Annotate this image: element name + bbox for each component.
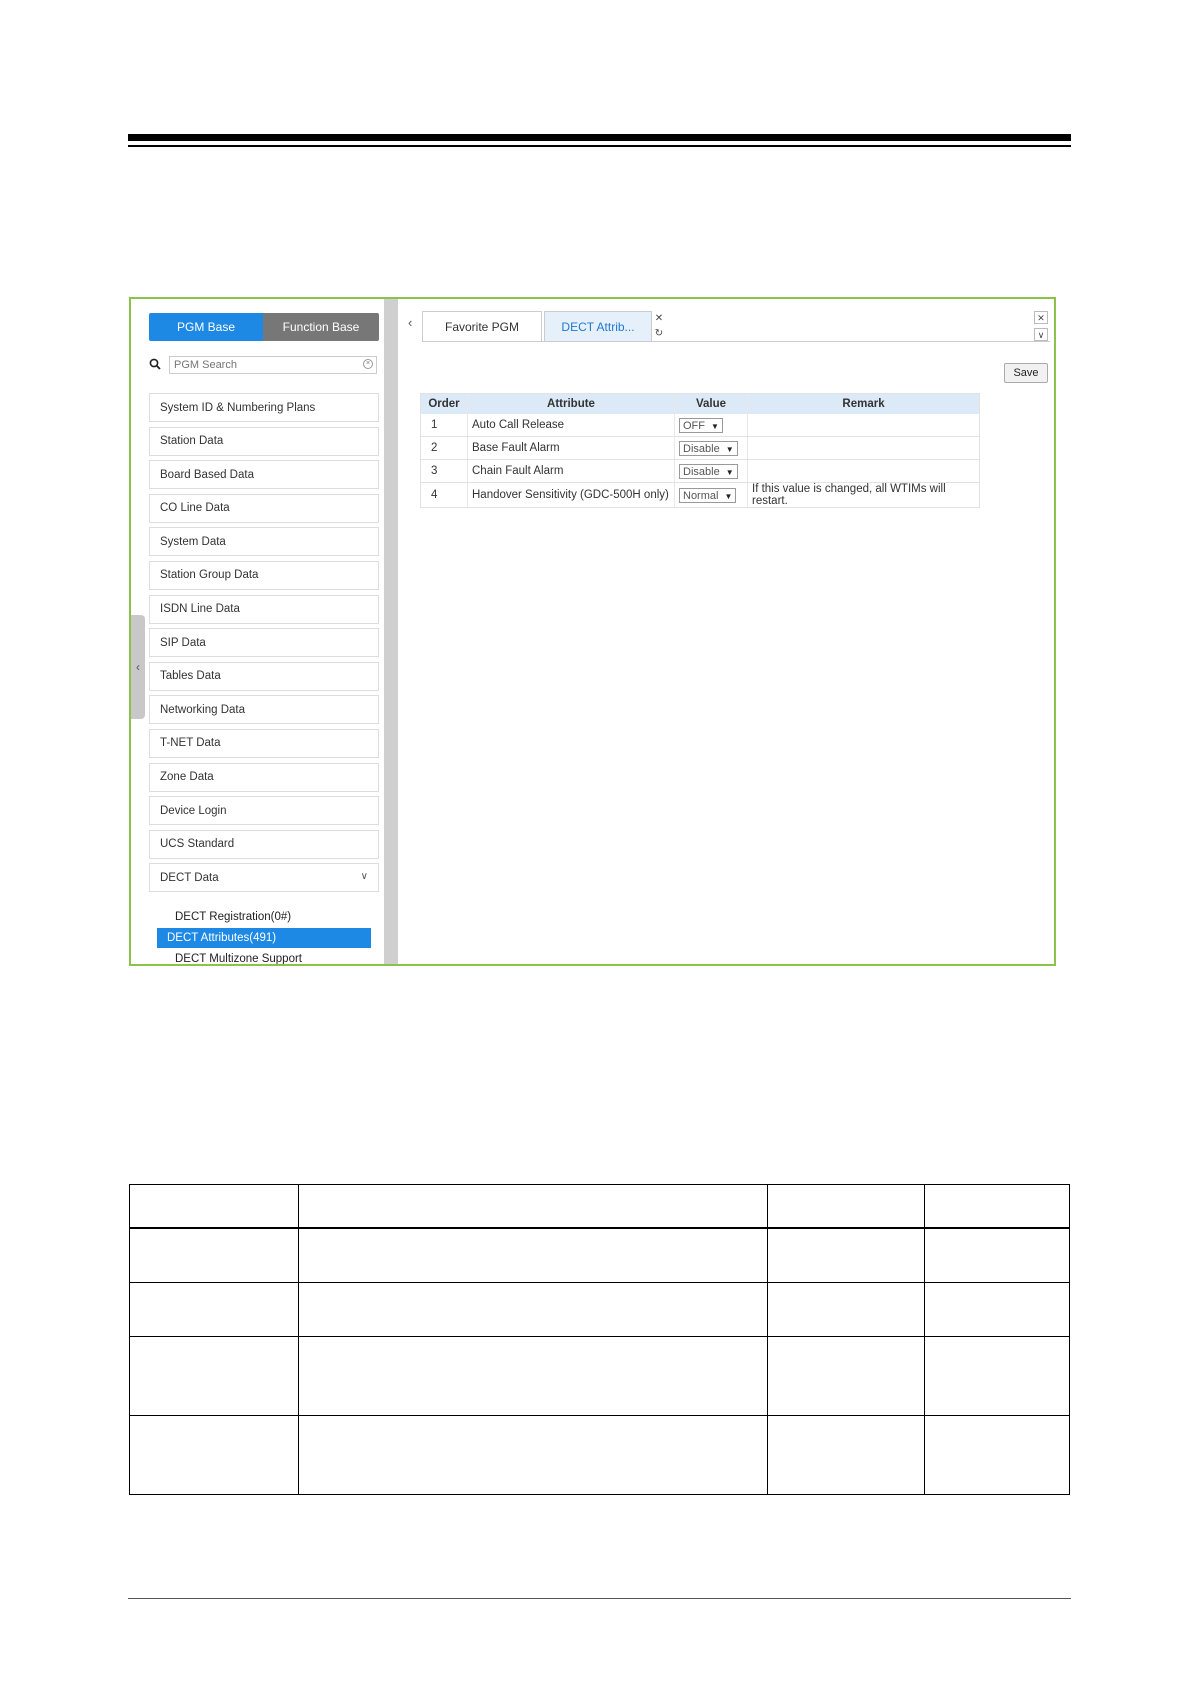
doc-table-cell <box>925 1336 1070 1415</box>
dect-submenu <box>149 897 379 966</box>
col-remark: Remark <box>748 394 980 415</box>
menu-item-station-data[interactable] <box>149 427 379 456</box>
program-tabbar <box>422 311 1050 342</box>
window-controls <box>1034 311 1050 341</box>
doc-table-cell <box>130 1336 299 1415</box>
dropdown-arrow-icon: ▼ <box>725 467 734 477</box>
menu-item-tables-data[interactable] <box>149 662 379 691</box>
menu-item-device-login[interactable] <box>149 796 379 825</box>
table-row <box>421 437 980 460</box>
menu-item-system-id[interactable] <box>149 393 379 422</box>
row-attribute: Auto Call Release <box>468 414 675 437</box>
doc-table-cell <box>925 1228 1070 1282</box>
save-button[interactable]: Save <box>1004 363 1048 383</box>
submenu-item-dect-attributes[interactable]: DECT Attributes(491) <box>157 928 371 948</box>
refresh-icon[interactable]: ↻ <box>654 328 664 339</box>
menu-item-label: Networking Data <box>160 703 246 716</box>
value-select[interactable] <box>679 464 738 479</box>
row-attribute: Handover Sensitivity (GDC-500H only) <box>468 483 675 508</box>
doc-table-header-cell <box>925 1185 1070 1229</box>
chevron-left-icon: ‹ <box>136 660 140 674</box>
doc-table-row <box>130 1415 1070 1494</box>
document-table <box>129 1184 1070 1495</box>
doc-table-row <box>130 1228 1070 1282</box>
menu-item-isdn-line-data[interactable] <box>149 595 379 624</box>
doc-table-header-cell <box>768 1185 925 1229</box>
menu-item-tnet-data[interactable] <box>149 729 379 758</box>
menu-item-dect-data[interactable] <box>149 863 379 892</box>
doc-table-cell <box>925 1282 1070 1336</box>
doc-table-cell <box>298 1282 767 1336</box>
menu-item-label: Board Based Data <box>160 468 254 481</box>
menu-item-zone-data[interactable] <box>149 763 379 792</box>
select-value: Normal <box>683 489 719 502</box>
value-select[interactable] <box>679 418 723 433</box>
header-rule-thick <box>128 134 1071 141</box>
menu-item-label: DECT Data <box>160 871 219 884</box>
doc-table-cell <box>768 1282 925 1336</box>
dropdown-arrow-icon: ▼ <box>724 491 733 501</box>
row-order: 3 <box>421 460 468 483</box>
menu-item-sip-data[interactable] <box>149 628 379 657</box>
tab-function-base[interactable]: Function Base <box>263 313 379 341</box>
base-tabs <box>149 313 379 341</box>
row-value <box>675 437 748 460</box>
menu-item-label: Station Group Data <box>160 569 259 582</box>
menu-item-board-based-data[interactable] <box>149 460 379 489</box>
menu-item-networking-data[interactable] <box>149 695 379 724</box>
menu-item-label: Tables Data <box>160 670 221 683</box>
table-row <box>421 483 980 508</box>
doc-table-row <box>130 1336 1070 1415</box>
dropdown-arrow-icon: ▼ <box>711 421 719 431</box>
value-select[interactable] <box>679 441 738 456</box>
dropdown-arrow-icon: ▼ <box>725 444 734 454</box>
row-value <box>675 483 748 508</box>
submenu-item-dect-multizone[interactable]: DECT Multizone Support <box>175 952 302 965</box>
header-rule-thin <box>128 145 1071 147</box>
row-remark <box>748 437 980 460</box>
pgm-menu <box>149 393 379 966</box>
menu-item-label: ISDN Line Data <box>160 603 240 616</box>
close-icon[interactable]: ✕ <box>1034 311 1048 324</box>
pgm-search-row <box>149 356 379 376</box>
doc-table-cell <box>130 1228 299 1282</box>
select-value: Disable <box>683 442 720 455</box>
select-value: Disable <box>683 465 720 478</box>
menu-item-label: T-NET Data <box>160 737 221 750</box>
doc-table-cell <box>130 1415 299 1494</box>
menu-item-label: UCS Standard <box>160 838 235 851</box>
submenu-item-dect-registration[interactable]: DECT Registration(0#) <box>175 910 292 923</box>
chevron-left-icon[interactable]: ‹ <box>408 315 413 330</box>
row-value <box>675 414 748 437</box>
row-remark <box>748 460 980 483</box>
col-attribute: Attribute <box>468 394 675 415</box>
doc-table-cell <box>298 1336 767 1415</box>
doc-table-row <box>130 1282 1070 1336</box>
screenshot-frame <box>129 297 1056 966</box>
select-value: OFF <box>683 419 705 432</box>
doc-table-cell <box>768 1228 925 1282</box>
doc-table-cell <box>298 1228 767 1282</box>
menu-item-label: System ID & Numbering Plans <box>160 401 316 414</box>
pgm-search-input[interactable] <box>169 356 377 374</box>
tab-dect-attributes[interactable]: DECT Attrib... <box>544 311 652 341</box>
doc-table-header-row <box>130 1185 1070 1229</box>
menu-item-station-group-data[interactable] <box>149 561 379 590</box>
table-header-row <box>421 394 980 415</box>
menu-item-system-data[interactable] <box>149 527 379 556</box>
clear-search-icon[interactable]: × <box>363 359 373 369</box>
row-value <box>675 460 748 483</box>
tab-favorite-pgm[interactable]: Favorite PGM <box>422 311 542 341</box>
doc-table-cell <box>130 1282 299 1336</box>
doc-table-header-cell <box>130 1185 299 1229</box>
close-tab-icon[interactable]: ✕ <box>654 313 664 324</box>
menu-item-label: System Data <box>160 535 226 548</box>
menu-item-label: CO Line Data <box>160 502 230 515</box>
doc-table-cell <box>925 1415 1070 1494</box>
chevron-down-icon[interactable]: ∨ <box>1034 328 1048 341</box>
row-attribute: Base Fault Alarm <box>468 437 675 460</box>
footer-rule <box>128 1598 1071 1599</box>
col-value: Value <box>675 394 748 415</box>
row-remark <box>748 414 980 437</box>
row-order: 2 <box>421 437 468 460</box>
doc-table-cell <box>768 1415 925 1494</box>
tab-controls <box>652 311 666 341</box>
menu-item-co-line-data[interactable] <box>149 494 379 523</box>
panel-splitter[interactable] <box>384 299 398 964</box>
value-select[interactable] <box>679 488 736 503</box>
chevron-down-icon: ∨ <box>360 871 368 883</box>
menu-item-label: SIP Data <box>160 636 206 649</box>
menu-item-label: Device Login <box>160 804 227 817</box>
menu-item-ucs-standard[interactable] <box>149 830 379 859</box>
doc-table-header-cell <box>298 1185 767 1229</box>
menu-item-label: Zone Data <box>160 771 214 784</box>
dect-attributes-table <box>420 393 980 508</box>
left-panel <box>131 299 384 964</box>
right-panel <box>398 299 1054 964</box>
menu-item-label: Station Data <box>160 435 224 448</box>
col-order: Order <box>421 394 468 415</box>
row-order: 4 <box>421 483 468 508</box>
search-icon[interactable] <box>149 358 161 370</box>
doc-table-cell <box>298 1415 767 1494</box>
table-row <box>421 460 980 483</box>
tab-pgm-base[interactable]: PGM Base <box>149 313 263 341</box>
row-remark: If this value is changed, all WTIMs will restart. <box>748 483 980 508</box>
table-row <box>421 414 980 437</box>
collapse-panel-handle[interactable] <box>131 615 145 719</box>
row-order: 1 <box>421 414 468 437</box>
row-attribute: Chain Fault Alarm <box>468 460 675 483</box>
doc-table-cell <box>768 1336 925 1415</box>
